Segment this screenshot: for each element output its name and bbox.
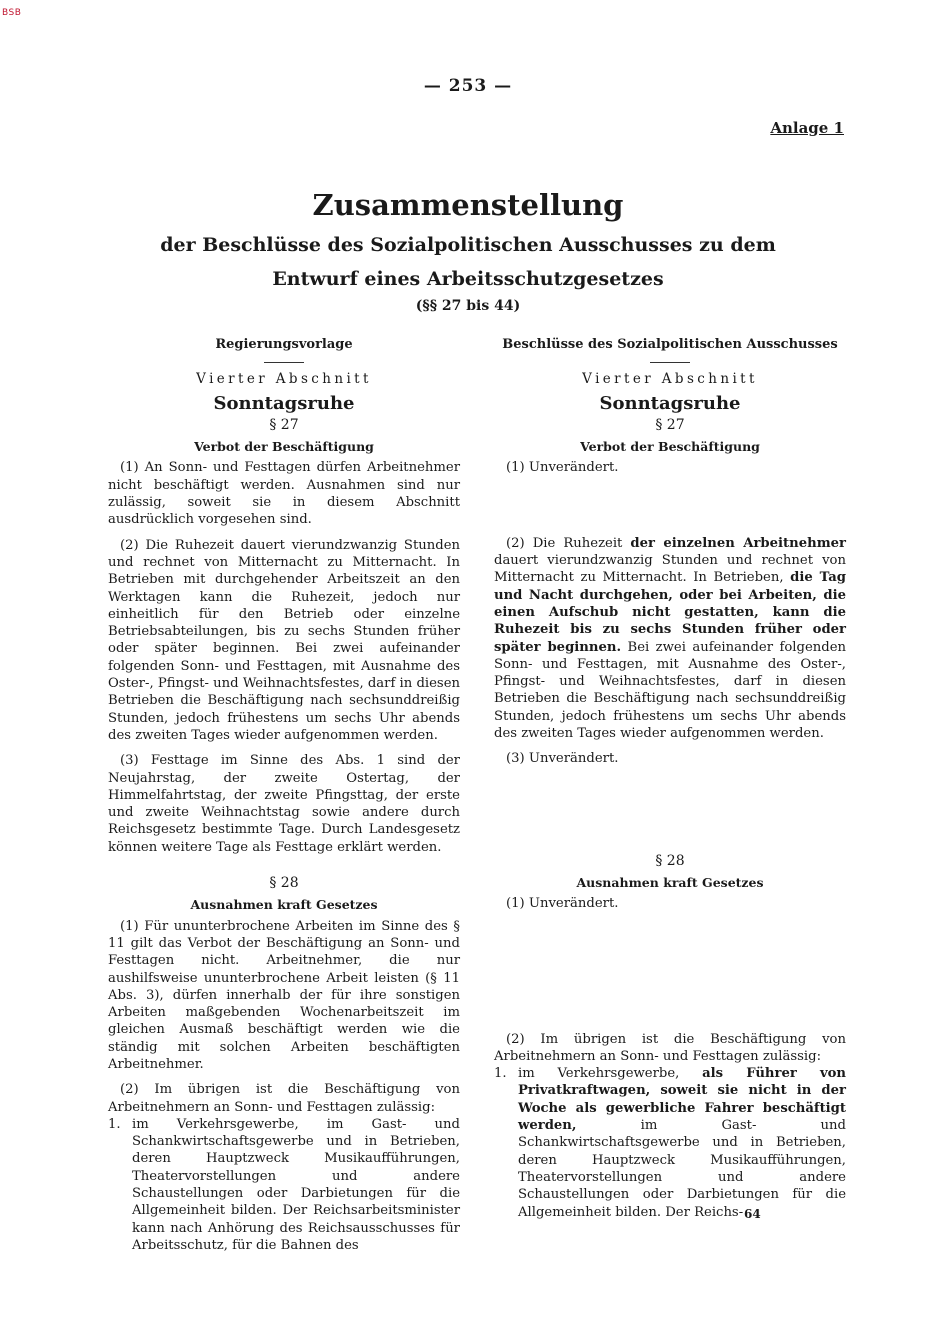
left-column-header: Regierungsvorlage: [215, 337, 353, 352]
left-section-title: Sonntagsruhe: [213, 392, 355, 414]
right-p27-2-text-e: Bei zwei aufeinander folgenden Sonn- und Festtagen, mit Ausnahme des Oster-, Pfingst- und Weihnachtsfestes, darf in diesen Betrieben die Beschäftigung nach sechsunddreißig Stunden, jedoch frühestens um sechs Uhr abends des zweiten Tages wieder aufgenommen werden.: [494, 639, 846, 742]
right-paragraph-27: § 27: [655, 416, 685, 433]
left-list-item-1-number: 1.: [108, 1116, 121, 1132]
right-p27-2-text-c: dauert vierundzwanzig Stunden und rechnet von Mitternacht zu Mitternacht. In Betrieben,: [494, 553, 846, 586]
right-p28-clause-1: (1) Unverändert.: [506, 896, 619, 912]
left-header-rule: [264, 362, 304, 363]
left-paragraph-28-title: Ausnahmen kraft Gesetzes: [190, 897, 378, 913]
right-header-rule: [650, 362, 690, 363]
document-subtitle-1: der Beschlüsse des Sozialpolitischen Ausschusses zu dem: [160, 234, 776, 256]
right-section-label: Vierter Abschnitt: [582, 371, 758, 388]
right-p27-clause-1: (1) Unverändert.: [506, 460, 619, 476]
library-stamp: BSB: [2, 8, 22, 18]
left-p27-clause-3: (3) Festtage im Sinne des Abs. 1 sind der Neujahrstag, der zweite Ostertag, der Himmelfahrtstag, der zweite Pfingsttag, der erste und zweite Weihnachtstag sowie andere durch Reichsgesetz bestimmte Tage. Durch Landesgesetz können weitere Tage als Festtage erklärt werden.: [108, 753, 460, 855]
left-p27-clause-1: (1) An Sonn- und Festtagen dürfen Arbeitnehmer nicht beschäftigt werden. Ausnahmen sind nur zulässig, soweit sie in diesem Abschnitt ausdrücklich vorgesehen sind.: [108, 460, 460, 528]
left-list-item-1: [108, 1116, 460, 1254]
right-column-committee-resolutions: [494, 336, 846, 1221]
left-paragraph-27-title: Verbot der Beschäftigung: [194, 439, 374, 455]
right-p27-clause-3: (3) Unverändert.: [506, 751, 619, 767]
left-paragraph-27: § 27: [269, 416, 299, 433]
right-section-title: Sonntagsruhe: [599, 392, 741, 414]
left-p28-clause-2: (2) Im übrigen ist die Beschäftigung von Arbeitnehmern an Sonn- und Festtagen zulässig:: [108, 1082, 460, 1115]
document-subtitle-2: Entwurf eines Arbeitsschutzgesetzes: [272, 268, 664, 290]
left-list-item-1-text: im Verkehrsgewerbe, im Gast- und Schankwirtschaftsgewerbe und in Betrieben, deren Hauptzweck Musikaufführungen, Theatervorstellungen und andere Schaustellungen oder Darbietungen für die Allgemeinheit bilden. Der Reichsarbeitsminister kann nach Anhörung des Reichsausschusses für Arbeitsschutz, für die Bahnen des: [132, 1116, 460, 1253]
right-column-header: Beschlüsse des Sozialpolitischen Ausschusses: [502, 337, 838, 352]
sheet-signature-number: 64: [744, 1207, 761, 1221]
left-column-government-draft: [108, 336, 460, 1254]
page-number: — 253 —: [423, 76, 513, 96]
right-list-item-1-text: [518, 1065, 846, 1221]
left-p27-clause-2: (2) Die Ruhezeit dauert vierundzwanzig Stunden und rechnet von Mitternacht zu Mitternacht. In Betrieben mit durchgehender Arbeitszeit an den Werktagen kann die Ruhezeit, jedoch nur einheitlich für den Betrieb oder einzelne Betriebsabteilungen, bis zu sechs Stunden früher oder später beginnen. Bei zwei aufeinander folgenden Sonn- und Festtagen, mit Ausnahme des Oster-, Pfingst- und Weihnachtsfestes, darf in diesen Betrieben die Beschäftigung nach sechsunddreißig Stunden, jedoch frühestens um sechs Uhr abends des zweiten Tages wieder aufgenommen werden.: [108, 537, 460, 743]
right-list-item-1: [494, 1065, 846, 1221]
right-paragraph-28-title: Ausnahmen kraft Gesetzes: [576, 874, 764, 890]
right-p27-2-amendment-1: der einzelnen Arbeitnehmer: [630, 535, 846, 551]
left-paragraph-28: § 28: [269, 875, 299, 892]
right-item-1-text-c: im Gast- und Schankwirtschaftsgewerbe und in Betrieben, deren Hauptzweck Musikaufführungen, Theatervorstellungen und andere Schaustellungen oder Darbietungen für die Allgemeinheit bilden. Der Reichs-: [518, 1118, 846, 1220]
right-list-item-1-number: 1.: [494, 1066, 507, 1082]
paragraph-range: (§§ 27 bis 44): [415, 298, 521, 314]
right-item-1-amendment: als Führer von Privatkraftwagen, soweit sie nicht in der Woche als gewerbliche Fahrer beschäftigt werden,: [518, 1066, 846, 1134]
right-p28-clause-2: (2) Im übrigen ist die Beschäftigung von Arbeitnehmern an Sonn- und Festtagen zulässig:: [494, 1031, 846, 1064]
right-item-1-text-a: im Verkehrsgewerbe,: [518, 1066, 703, 1082]
right-paragraph-28: § 28: [655, 852, 685, 869]
right-p27-2-text-a: (2) Die Ruhezeit: [506, 535, 631, 551]
document-title: Zusammenstellung: [312, 188, 624, 222]
left-section-label: Vierter Abschnitt: [196, 371, 372, 388]
right-p27-clause-2: [494, 535, 846, 743]
appendix-label: Anlage 1: [770, 119, 844, 137]
left-p28-clause-1: (1) Für ununterbrochene Arbeiten im Sinne des § 11 gilt das Verbot der Beschäftigung an Sonn- und Festtagen nicht. Arbeitnehmer, die nur aushilfsweise ununterbrochene Arbeit leisten (§ 11 Abs. 3), dürfen innerhalb der für ihre sonstigen Arbeiten maßgebenden Wochenarbeitszeit im gleichen Ausmaß beschäftigt werden wie die ständig mit solchen Arbeiten beschäftigten Arbeitnehmer.: [108, 918, 460, 1072]
right-paragraph-27-title: Verbot der Beschäftigung: [580, 439, 760, 455]
right-p27-2-amendment-2: die Tag und Nacht durchgehen, oder bei Arbeiten, die einen Aufschub nicht gestatten, kann die Ruhezeit bis zu sechs Stunden früher oder später beginnen.: [494, 570, 847, 655]
